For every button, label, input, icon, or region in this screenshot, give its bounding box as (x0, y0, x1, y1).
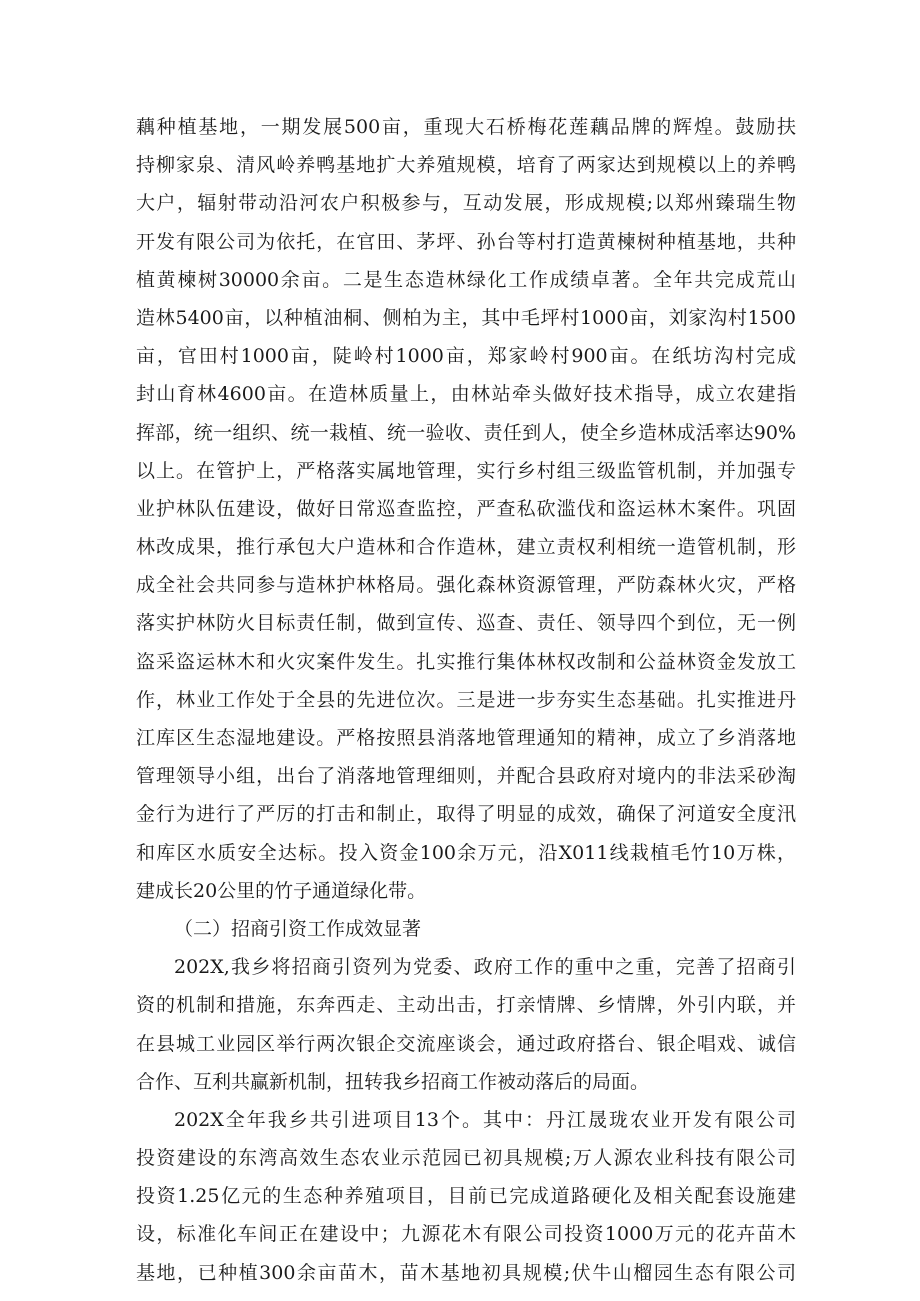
text-line: 封山育林4600亩。在造林质量上，由林站牵头做好技术指导，成立农建指 (136, 383, 796, 406)
text-line: 基地，已种植300余亩苗木，苗木基地初具规模;伏牛山榴园生态有限公司 (136, 1261, 796, 1284)
text-line: 作，林业工作处于全县的先进位次。三是进一步夯实生态基础。扎实推进丹 (136, 688, 796, 711)
text-line: 设，标准化车间正在建设中；九源花木有限公司投资1000万元的花卉苗木 (136, 1223, 796, 1246)
text-line: 成全社会共同参与造林护林格局。强化森林资源管理，严防森林火灾，严格 (136, 574, 796, 597)
text-line: 江库区生态湿地建设。严格按照县消落地管理通知的精神，成立了乡消落地 (136, 727, 796, 749)
text-line: 大户，辐射带动沿河农户积极参与，互动发展，形成规模;以郑州臻瑞生物 (136, 192, 796, 215)
text-line: 造林5400亩，以种植油桐、侧柏为主，其中毛坪村1000亩，刘家沟村1500 (136, 306, 796, 329)
text-line: 建成长20公里的竹子通道绿化带。 (136, 879, 427, 902)
text-line: 投资建设的东湾高效生态农业示范园已初具规模;万人源农业科技有限公司 (136, 1147, 796, 1170)
text-line: 在县城工业园区举行两次银企交流座谈会，通过政府搭台、银企唱戏、诚信 (136, 1032, 796, 1055)
text-line: 亩，官田村1000亩，陡岭村1000亩，郑家岭村900亩。在纸坊沟村完成 (136, 345, 796, 368)
text-line: 投资1.25亿元的生态种养殖项目，目前已完成道路硬化及相关配套设施建 (136, 1185, 796, 1208)
text-line: 持柳家泉、清风岭养鸭基地扩大养殖规模，培育了两家达到规模以上的养鸭 (136, 154, 796, 177)
text-line: 林改成果，推行承包大户造林和合作造林，建立责权利相统一造管机制，形 (136, 536, 796, 559)
text-line: 业护林队伍建设，做好日常巡查监控，严查私砍滥伐和盗运林木案件。巩固 (136, 497, 796, 520)
text-line: 植黄楝树30000余亩。二是生态造林绿化工作成绩卓著。全年共完成荒山 (136, 268, 796, 291)
section-heading: （二）招商引资工作成效显著 (174, 917, 422, 940)
text-line: 202X全年我乡共引进项目13个。其中：丹江晟珑农业开发有限公司 (174, 1108, 796, 1131)
text-line: 金行为进行了严厉的打击和制止，取得了明显的成效，确保了河道安全度汛 (136, 803, 796, 826)
text-line: 管理领导小组，出台了消落地管理细则，并配合县政府对境内的非法采砂淘 (136, 765, 796, 788)
text-line: 藕种植基地，一期发展500亩，重现大石桥梅花莲藕品牌的辉煌。鼓励扶 (136, 116, 796, 138)
text-line: 和库区水质安全达标。投入资金100余万元，沿X011线栽植毛竹10万株， (136, 841, 796, 864)
text-line: 合作、互利共赢新机制，扭转我乡招商工作被动落后的局面。 (136, 1070, 650, 1093)
text-line: 落实护林防火目标责任制，做到宣传、巡查、责任、领导四个到位，无一例 (136, 612, 796, 635)
text-line: 资的机制和措施，东奔西走、主动出击，打亲情牌、乡情牌，外引内联，并 (136, 994, 796, 1017)
document-body (136, 108, 796, 1292)
text-line: 202X,我乡将招商引资列为党委、政府工作的重中之重，完善了招商引 (174, 956, 796, 979)
text-line: 开发有限公司为依托，在官田、茅坪、孙台等村打造黄楝树种植基地，共种 (136, 230, 796, 253)
text-line: 挥部，统一组织、统一栽植、统一验收、责任到人，使全乡造林成活率达90% (136, 421, 796, 444)
text-line: 以上。在管护上，严格落实属地管理，实行乡村组三级监管机制，并加强专 (136, 459, 796, 482)
text-line: 盗采盗运林木和火灾案件发生。扎实推行集体林权改制和公益林资金发放工 (136, 650, 796, 673)
